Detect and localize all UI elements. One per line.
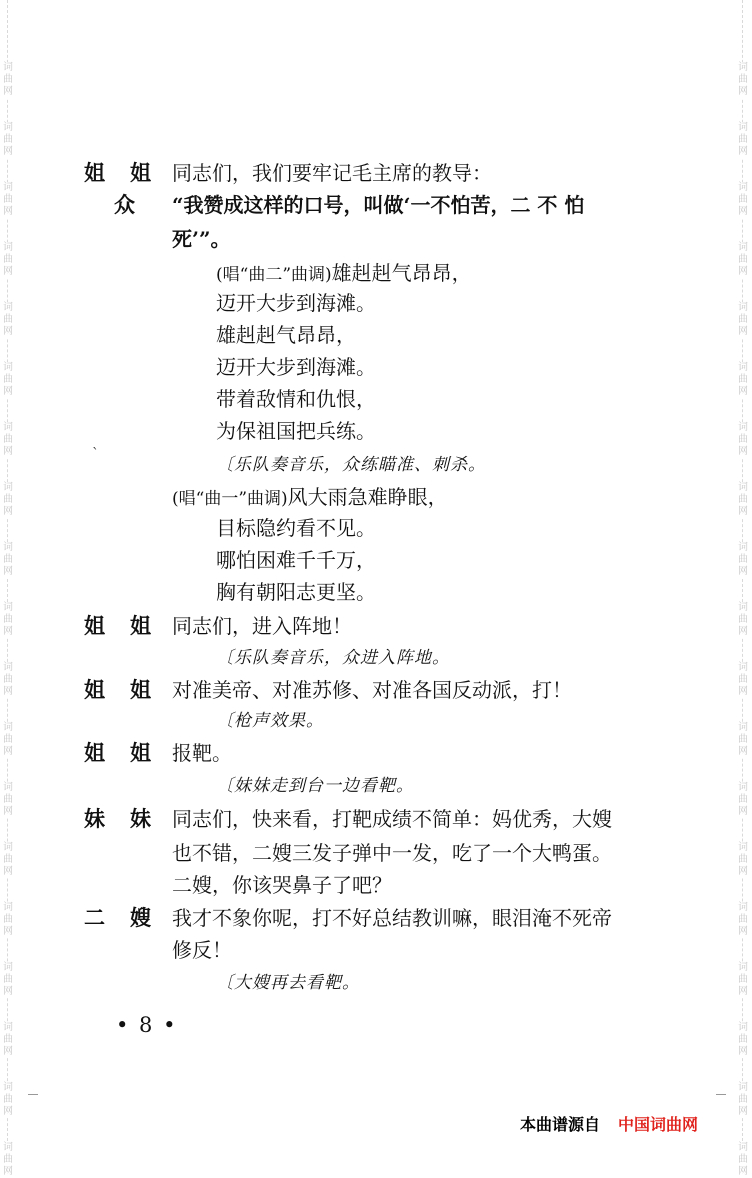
watermark-glyph: 网 (3, 446, 13, 457)
watermark-glyph: 曲 (738, 1094, 748, 1105)
watermark-glyph: 曲 (738, 1034, 748, 1045)
dialogue-line: “我赞成这样的口号，叫做‘一不怕苦，二 不 怕 (172, 193, 585, 217)
dialogue-line: 对准美帝、对准苏修、对准各国反动派，打！ (172, 678, 572, 702)
watermark-glyph: 词 (738, 662, 748, 673)
watermark-glyphs (1, 542, 15, 578)
lyric-line: (唱“曲一”曲调)风大雨急难睁眼， (172, 485, 448, 509)
watermark-glyph: 曲 (738, 1154, 748, 1165)
watermark-glyph: 曲 (3, 74, 13, 85)
watermark-glyph: 曲 (3, 254, 13, 265)
watermark-glyph: 曲 (738, 854, 748, 865)
watermark-glyph: 曲 (3, 374, 13, 385)
lyric-line: 为保祖国把兵练。 (216, 419, 376, 443)
dialogue-line: 我才不象你呢，打不好总结教训嘛，眼泪淹不死帝 (172, 906, 612, 930)
watermark-glyph: 词 (3, 542, 13, 553)
watermark-glyph: 网 (3, 386, 13, 397)
watermark-glyph: 网 (738, 866, 748, 877)
watermark-glyphs (736, 722, 750, 758)
watermark-glyph: 网 (738, 1106, 748, 1117)
stage-direction: 〔妹妹走到台一边看靶。 (216, 776, 414, 796)
watermark-glyph: 曲 (3, 1094, 13, 1105)
watermark-glyphs (736, 962, 750, 998)
watermark-glyphs (1, 482, 15, 518)
watermark-glyph: 词 (3, 902, 13, 913)
watermark-glyph: 词 (738, 482, 748, 493)
watermark-glyph: 曲 (3, 854, 13, 865)
watermark-glyphs (736, 122, 750, 158)
watermark-glyph: 曲 (738, 794, 748, 805)
stage-direction: 〔乐队奏音乐，众练瞄准、刺杀。 (216, 455, 486, 475)
watermark-glyph: 网 (738, 386, 748, 397)
watermark-glyph: 词 (3, 722, 13, 733)
watermark-glyph: 曲 (3, 554, 13, 565)
watermark-glyphs (736, 1082, 750, 1118)
lyric-line: (唱“曲二”曲调)雄赳赳气昂昂， (216, 261, 472, 285)
watermark-glyph: 词 (3, 242, 13, 253)
watermark-glyph: 词 (3, 302, 13, 313)
watermark-glyphs (1, 302, 15, 338)
watermark-glyph: 曲 (3, 194, 13, 205)
watermark-glyphs (736, 422, 750, 458)
watermark-glyphs (736, 242, 750, 278)
watermark-glyph: 词 (3, 1082, 13, 1093)
watermark-glyph: 词 (738, 302, 748, 313)
watermark-glyph: 曲 (738, 554, 748, 565)
watermark-glyphs (736, 1022, 750, 1058)
lyric-line: 目标隐约看不见。 (216, 516, 376, 540)
watermark-glyph: 词 (3, 662, 13, 673)
watermark-glyph: 网 (738, 326, 748, 337)
lyric-line: 带着敌情和仇恨， (216, 387, 376, 411)
watermark-glyphs (736, 362, 750, 398)
watermark-glyph: 网 (738, 986, 748, 997)
watermark-glyph: 词 (738, 902, 748, 913)
watermark-glyph: 词 (738, 62, 748, 73)
watermark-glyph: 词 (3, 122, 13, 133)
stray-mark: ˋ (92, 446, 99, 462)
watermark-glyphs (736, 182, 750, 218)
watermark-glyphs (736, 62, 750, 98)
watermark-glyph: 词 (738, 362, 748, 373)
watermark-glyph: 曲 (738, 614, 748, 625)
watermark-glyphs (1, 662, 15, 698)
watermark-glyph: 曲 (3, 434, 13, 445)
watermark-glyph: 网 (3, 206, 13, 217)
watermark-glyph: 曲 (738, 74, 748, 85)
dialogue-line: 同志们，快来看，打靶成绩不简单：妈优秀，大嫂 (172, 807, 612, 831)
watermark-glyph: 网 (3, 506, 13, 517)
watermark-glyph: 词 (738, 602, 748, 613)
watermark-glyphs (736, 662, 750, 698)
dialogue-line: 也不错，二嫂三发子弹中一发，吃了一个大鸭蛋。 (172, 841, 612, 865)
watermark-glyph: 网 (3, 146, 13, 157)
watermark-glyph: 网 (3, 1166, 13, 1177)
dialogue-line: 修反！ (172, 938, 232, 962)
watermark-glyph: 词 (3, 1142, 13, 1153)
lyric-line: 迈开大步到海滩。 (216, 355, 376, 379)
watermark-glyph: 网 (3, 326, 13, 337)
singing-note: (唱“曲一”曲调) (172, 489, 288, 509)
watermark-glyph: 网 (3, 1046, 13, 1057)
watermark-glyph: 曲 (3, 134, 13, 145)
dialogue-line: 二嫂，你该哭鼻子了吧？ (172, 873, 392, 897)
lyric-line: 哪怕困难千千万， (216, 548, 376, 572)
watermark-glyph: 词 (3, 422, 13, 433)
watermark-glyphs (1, 842, 15, 878)
stage-direction: 〔大嫂再去看靶。 (216, 973, 360, 993)
watermark-glyph: 网 (3, 806, 13, 817)
watermark-glyphs (736, 782, 750, 818)
watermark-glyph: 词 (3, 482, 13, 493)
watermark-glyphs (1, 1022, 15, 1058)
watermark-column-right (736, 0, 750, 1177)
watermark-glyph: 曲 (3, 734, 13, 745)
watermark-glyph: 曲 (738, 194, 748, 205)
watermark-glyph: 词 (738, 1082, 748, 1093)
watermark-glyph: 网 (3, 746, 13, 757)
watermark-glyph: 词 (3, 602, 13, 613)
watermark-glyph: 网 (3, 626, 13, 637)
watermark-glyph: 词 (738, 1142, 748, 1153)
watermark-glyph: 词 (3, 62, 13, 73)
watermark-glyph: 网 (738, 266, 748, 277)
watermark-glyphs (736, 842, 750, 878)
watermark-glyph: 网 (3, 266, 13, 277)
watermark-glyph: 曲 (738, 374, 748, 385)
watermark-glyph: 曲 (3, 1034, 13, 1045)
watermark-glyph: 曲 (3, 794, 13, 805)
watermark-glyph: 曲 (3, 914, 13, 925)
watermark-glyph: 网 (738, 206, 748, 217)
watermark-glyph: 曲 (738, 314, 748, 325)
dialogue-line: 报靶。 (172, 741, 232, 765)
lyric-line: 胸有朝阳志更坚。 (216, 580, 376, 604)
watermark-glyph: 曲 (3, 1154, 13, 1165)
watermark-glyphs (1, 602, 15, 638)
watermark-glyph: 词 (738, 542, 748, 553)
watermark-glyph: 词 (738, 722, 748, 733)
watermark-glyph: 曲 (738, 134, 748, 145)
watermark-glyph: 网 (738, 1046, 748, 1057)
watermark-glyph: 曲 (738, 914, 748, 925)
watermark-glyphs (736, 302, 750, 338)
watermark-glyph: 词 (738, 182, 748, 193)
watermark-glyph: 曲 (3, 494, 13, 505)
watermark-glyph: 网 (3, 566, 13, 577)
dialogue-line: 死’”。 (172, 227, 231, 251)
watermark-glyphs (1, 362, 15, 398)
watermark-glyph: 网 (738, 146, 748, 157)
watermark-glyphs (1, 122, 15, 158)
watermark-glyph: 网 (738, 446, 748, 457)
watermark-glyphs (1, 1082, 15, 1118)
singing-note: (唱“曲二”曲调) (216, 265, 332, 285)
crop-mark-left (28, 1094, 38, 1095)
watermark-glyph: 词 (738, 842, 748, 853)
watermark-glyphs (736, 602, 750, 638)
source-label: 本曲谱源自 (520, 1115, 601, 1134)
watermark-glyph: 词 (3, 1022, 13, 1033)
watermark-glyph: 曲 (738, 494, 748, 505)
watermark-glyphs (1, 62, 15, 98)
watermark-glyph: 词 (3, 842, 13, 853)
watermark-glyph: 曲 (3, 674, 13, 685)
watermark-glyph: 曲 (738, 254, 748, 265)
lyric-line: 雄赳赳气昂昂， (216, 323, 356, 347)
watermark-glyph: 网 (3, 86, 13, 97)
watermark-glyph: 词 (3, 782, 13, 793)
watermark-glyph: 词 (738, 242, 748, 253)
watermark-glyph: 网 (738, 746, 748, 757)
watermark-glyph: 词 (738, 782, 748, 793)
watermark-glyphs (1, 422, 15, 458)
watermark-glyph: 网 (3, 1106, 13, 1117)
source-credit (520, 1113, 698, 1137)
watermark-glyph: 曲 (738, 674, 748, 685)
watermark-glyph: 网 (3, 926, 13, 937)
watermark-glyphs (736, 542, 750, 578)
watermark-glyph: 曲 (3, 614, 13, 625)
brand-name[interactable]: 中国词曲网 (618, 1115, 699, 1134)
watermark-glyph: 词 (3, 362, 13, 373)
watermark-glyph: 曲 (738, 734, 748, 745)
watermark-glyph: 网 (738, 86, 748, 97)
crop-mark-right (716, 1094, 726, 1095)
watermark-glyph: 词 (738, 1022, 748, 1033)
watermark-glyph: 网 (738, 686, 748, 697)
watermark-glyph: 词 (738, 122, 748, 133)
watermark-glyph: 网 (738, 806, 748, 817)
watermark-glyph: 词 (738, 962, 748, 973)
watermark-glyphs (1, 242, 15, 278)
watermark-glyphs (1, 962, 15, 998)
watermark-glyph: 网 (738, 926, 748, 937)
watermark-glyph: 网 (738, 626, 748, 637)
watermark-glyphs (1, 1142, 15, 1178)
dialogue-line: 同志们，我们要牢记毛主席的教导： (172, 161, 492, 185)
page-number: • 8 • (116, 1013, 178, 1037)
watermark-glyph: 曲 (3, 314, 13, 325)
dialogue-line: 同志们，进入阵地！ (172, 614, 352, 638)
watermark-glyph: 曲 (738, 974, 748, 985)
document-page: 词 曲 网 词 曲 网 词 曲 网 词 曲 网 词 曲 网 词 曲 网 词 曲 网 词 曲 网 词 曲 网 词 曲 网 词 曲 网 词 曲 网 词 曲 网 词 曲 网 词 曲 网 词 曲 网 词 曲 网 词 曲 网 词 曲 网 词 曲 网 词 曲 网 词 曲 网 词 曲 网 词 曲 网 词 曲 网 词 曲 网 词 曲 网 词 曲 网 词 曲 网 词 曲 网 词 曲 网 词 曲 网 词 曲 网 词 曲 网 词 曲 网 词 曲 网 词 曲 网 词 曲 网 ˋ 姐 姐 同志们，我们要牢记毛主席的教导： 众 “我赞成这样的口号，叫做‘一不怕苦，二 不 怕 死’”。 (唱“曲二”曲调)雄赳赳气昂昂， 迈开大步到海滩。 雄赳赳气昂昂， 迈开大步到海滩。 带着敌情和仇恨， 为保祖国把兵练。 〔乐队奏音乐，众练瞄准、刺杀。 (唱“曲一”曲调)风大雨急难睁眼， 目标隐约看不见。 哪怕困难千千万， 胸有朝阳志更坚。 姐 姐 同志们，进入阵地！ 〔乐队奏音乐，众进入阵地。 姐 姐 对准美帝、对准苏修、对准各国反动派，打！ 〔枪声效果。 姐 姐 报靶。 〔妹妹走到台一边看靶。 妹 妹 同志们，快来看，打靶成绩不简单：妈优秀，大嫂 也不错，二嫂三发子弹中一发，吃了一个大鸭蛋。 二嫂，你该哭鼻子了吧？ 二 嫂 我才不象你呢，打不好总结教训嘛，眼泪淹不死帝 修反！ 〔大嫂再去看靶。 • 8 • 本曲谱源自 中国词曲网 (0, 0, 752, 1166)
stage-direction: 〔乐队奏音乐，众进入阵地。 (216, 648, 450, 668)
watermark-glyph: 网 (738, 506, 748, 517)
watermark-column-left (1, 0, 15, 1177)
watermark-glyphs (736, 1142, 750, 1178)
watermark-glyph: 词 (738, 422, 748, 433)
watermark-glyphs (736, 902, 750, 938)
stage-direction: 〔枪声效果。 (216, 711, 324, 731)
watermark-glyphs (1, 902, 15, 938)
watermark-glyphs (1, 782, 15, 818)
watermark-glyphs (1, 182, 15, 218)
watermark-glyph: 网 (3, 986, 13, 997)
watermark-glyphs (736, 482, 750, 518)
watermark-glyph: 网 (738, 1166, 748, 1177)
watermark-glyph: 曲 (738, 434, 748, 445)
watermark-glyph: 网 (3, 686, 13, 697)
watermark-glyph: 网 (3, 866, 13, 877)
lyric-line: 迈开大步到海滩。 (216, 291, 376, 315)
watermark-glyphs (1, 722, 15, 758)
watermark-glyph: 网 (738, 566, 748, 577)
watermark-glyph: 曲 (3, 974, 13, 985)
watermark-glyph: 词 (3, 182, 13, 193)
watermark-glyph: 词 (3, 962, 13, 973)
